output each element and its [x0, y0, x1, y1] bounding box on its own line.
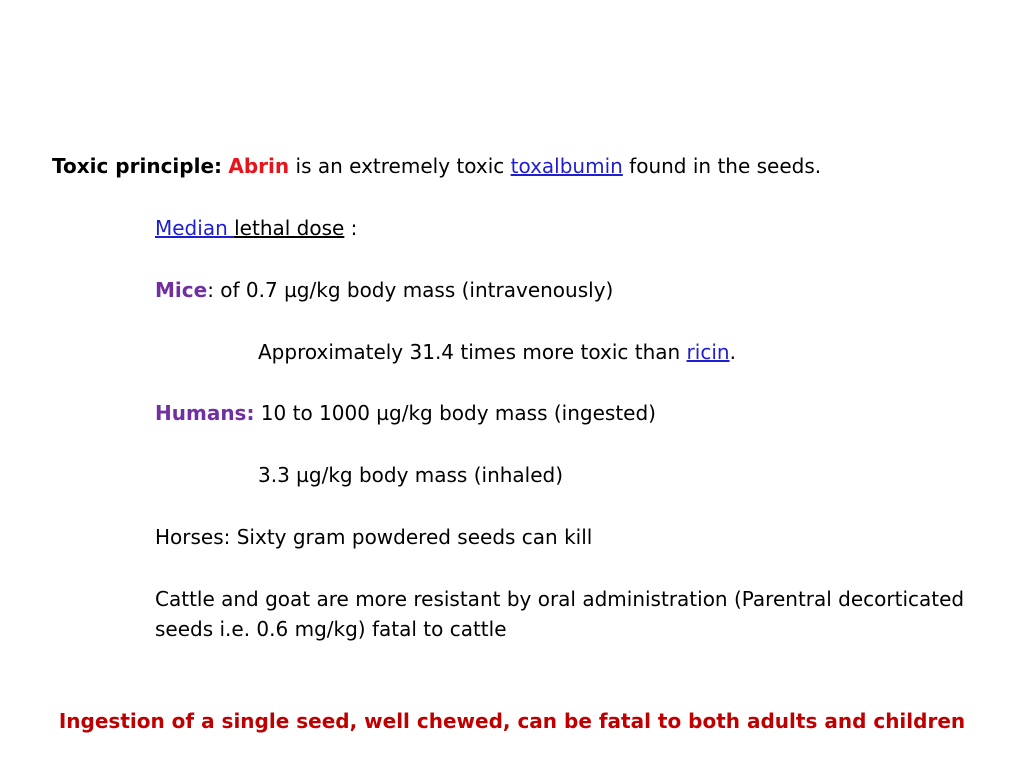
median-link[interactable]: Median	[155, 216, 235, 240]
mice-label: Mice	[155, 278, 208, 302]
ricin-comparison-text: Approximately 31.4 times more toxic than	[258, 340, 687, 364]
cattle-line-1: Cattle and goat are more resistant by oral administration (Parentral decorticated	[155, 587, 965, 611]
humans-inhaled-line: 3.3 µg/kg body mass (inhaled)	[258, 463, 564, 487]
mice-text: : of 0.7 µg/kg body mass (intravenously)	[207, 278, 614, 302]
humans-label: Humans:	[155, 401, 255, 425]
ricin-comparison-line	[258, 340, 736, 364]
ricin-period: .	[729, 340, 736, 364]
lethal-dose-link[interactable]: lethal dose	[234, 216, 345, 240]
toxic-principle-text-1: is an extremely toxic	[289, 154, 511, 178]
humans-text: 10 to 1000 µg/kg body mass (ingested)	[254, 401, 656, 425]
cattle-line-2: seeds i.e. 0.6 mg/kg) fatal to cattle	[155, 617, 507, 641]
toxic-principle-label: Toxic principle:	[52, 154, 223, 178]
toxic-principle-text-2: found in the seeds.	[622, 154, 822, 178]
toxalbumin-link[interactable]: toxalbumin	[510, 154, 623, 178]
median-lethal-dose-line	[155, 216, 357, 240]
horses-line: Horses: Sixty gram powdered seeds can kill	[155, 525, 593, 549]
median-colon: :	[344, 216, 358, 240]
abrin-term: Abrin	[228, 154, 290, 178]
mice-line	[155, 278, 613, 302]
ricin-link[interactable]: ricin	[686, 340, 730, 364]
humans-line	[155, 401, 656, 425]
toxic-principle-line	[52, 154, 821, 178]
ingestion-warning: Ingestion of a single seed, well chewed, can be fatal to both adults and children	[58, 709, 966, 733]
